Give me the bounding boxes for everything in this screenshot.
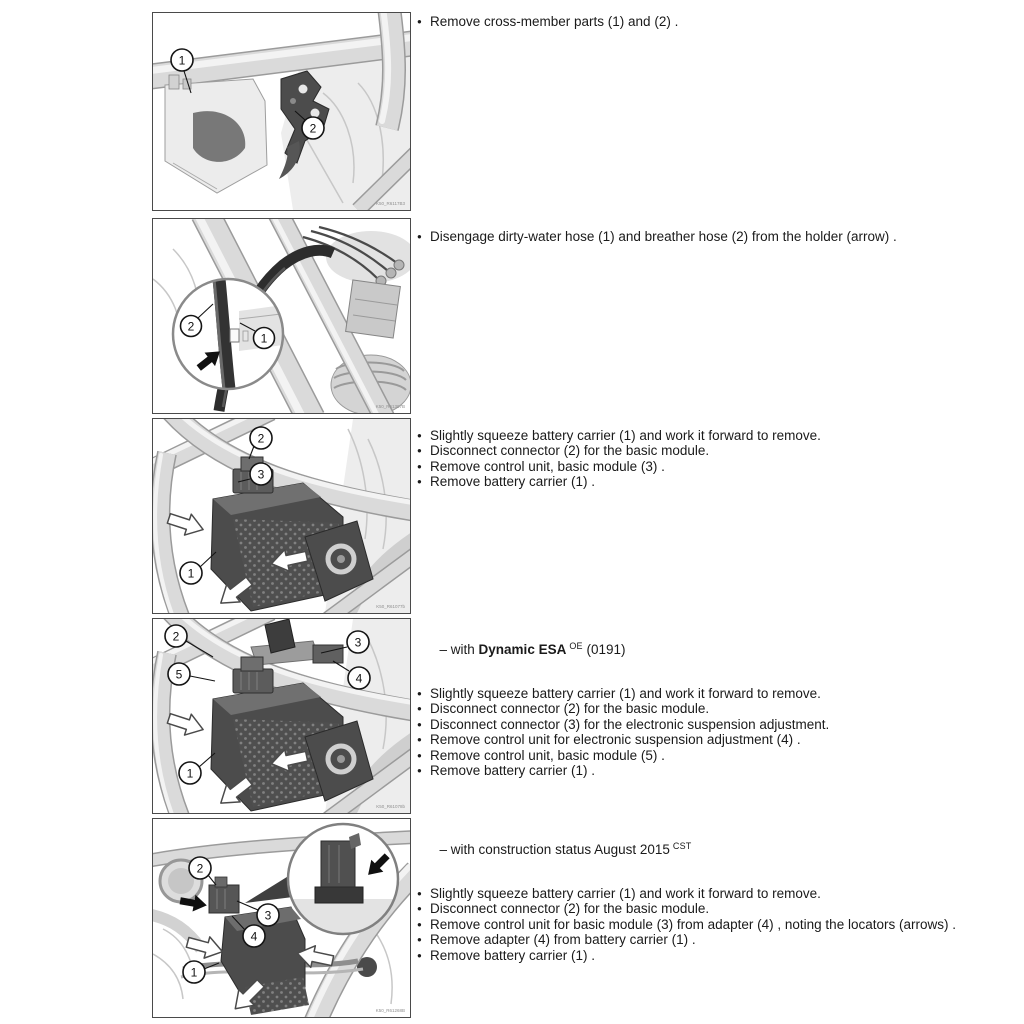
callout-1 <box>179 762 201 784</box>
bullet-icon: ● <box>417 950 422 960</box>
callout-1-number: 1 <box>190 965 198 980</box>
bullet-icon: ● <box>417 750 422 760</box>
heading-prefix: – with construction status August 2015 <box>439 842 670 857</box>
section-dynamic-esa-text <box>417 622 1013 778</box>
figure-battery-carrier-2015 <box>152 818 411 1018</box>
push-arrow-icon <box>165 708 206 740</box>
heading-suffix: (0191) <box>582 642 626 657</box>
instruction-bullet <box>417 748 1013 763</box>
figure-hoses <box>152 218 411 414</box>
instruction-bullet <box>417 428 1013 443</box>
figure-code: K50_R61078b <box>376 804 405 809</box>
cross-member-illustration <box>153 13 410 210</box>
callout-2-number: 2 <box>309 121 317 136</box>
figure-cross-member <box>152 12 411 211</box>
callout-2 <box>181 316 202 337</box>
callout-1-number: 1 <box>187 566 195 581</box>
callout-2 <box>189 857 211 879</box>
heading-superscript: OE <box>569 641 583 651</box>
instruction-text: Remove control unit for electronic suspension adjustment (4) . <box>430 732 801 748</box>
callout-2 <box>250 427 272 449</box>
instruction-bullet <box>417 932 1013 947</box>
callout-1-number: 1 <box>186 766 194 781</box>
bullet-icon: ● <box>417 477 422 487</box>
bullet-icon: ● <box>417 689 422 698</box>
bullet-icon: ● <box>417 17 422 26</box>
heading-superscript: CST <box>672 841 692 851</box>
callout-2-number: 2 <box>257 431 265 446</box>
figure-battery-carrier-esa <box>152 618 411 814</box>
callout-2-number: 2 <box>172 629 180 644</box>
instruction-text: Remove adapter (4) from battery carrier (1) . <box>430 932 696 948</box>
callout-5 <box>168 663 190 685</box>
variant-heading <box>417 622 1013 674</box>
bullet-icon: ● <box>417 935 422 945</box>
instruction-text: Disconnect connector (2) for the basic module. <box>430 701 710 717</box>
instruction-bullet <box>417 474 1013 489</box>
figure-code: K50_R61268B <box>375 1008 405 1013</box>
instruction-bullet <box>417 901 1013 916</box>
callout-2-number: 2 <box>187 319 195 334</box>
callout-4 <box>243 925 265 947</box>
section-battery-carrier-text <box>417 428 1013 490</box>
instruction-bullet <box>417 443 1013 458</box>
callout-1 <box>183 961 205 983</box>
instruction-text: Remove cross-member parts (1) and (2) . <box>430 14 679 29</box>
instruction-text: Disconnect connector (2) for the basic module. <box>430 901 710 917</box>
section-august-2015-text <box>417 822 1013 963</box>
battery-carrier-esa-illustration <box>153 619 410 813</box>
instruction-bullet <box>417 701 1013 716</box>
instruction-text: Remove battery carrier (1) . <box>430 474 596 490</box>
hoses-illustration <box>153 219 410 413</box>
callout-3 <box>257 904 279 926</box>
instruction-text: Slightly squeeze battery carrier (1) and work it forward to remove. <box>430 886 821 901</box>
instruction-bullet <box>417 948 1013 963</box>
figure-code: K50_R6117B3 <box>376 201 405 206</box>
callout-4-number: 4 <box>355 671 363 686</box>
instruction-bullet <box>417 717 1013 732</box>
instruction-text: Disconnect connector (2) for the basic module. <box>430 443 710 459</box>
cover-panel <box>165 75 267 193</box>
bullet-icon: ● <box>417 431 422 440</box>
bullet-icon: ● <box>417 704 422 714</box>
figure-code: K50_R61307B <box>375 404 405 409</box>
callout-2 <box>302 117 324 139</box>
callout-3 <box>250 463 272 485</box>
bullet-icon: ● <box>417 889 422 898</box>
bullet-icon: ● <box>417 766 422 776</box>
section-hoses-text <box>417 229 1013 244</box>
callout-1 <box>171 49 193 71</box>
callout-4 <box>348 667 370 689</box>
figure-battery-carrier <box>152 418 411 614</box>
instruction-text: Slightly squeeze battery carrier (1) and work it forward to remove. <box>430 428 821 443</box>
bullet-icon: ● <box>417 904 422 914</box>
instruction-bullet <box>417 886 1013 901</box>
bullet-icon: ● <box>417 232 422 241</box>
callout-1 <box>180 562 202 584</box>
push-arrow-icon <box>165 508 206 540</box>
bullet-icon: ● <box>417 719 422 729</box>
instruction-text: Remove control unit for basic module (3) from adapter (4) , noting the locators (arrows) . <box>430 916 956 932</box>
callout-3-number: 3 <box>264 908 272 923</box>
instruction-text: Slightly squeeze battery carrier (1) and work it forward to remove. <box>430 686 821 701</box>
callout-1 <box>254 328 275 349</box>
battery-carrier-2015-illustration <box>153 819 410 1017</box>
module-connector <box>241 657 263 671</box>
bullet-icon: ● <box>417 735 422 745</box>
callout-3 <box>347 631 369 653</box>
bullet-icon: ● <box>417 461 422 471</box>
callout-4-number: 4 <box>250 929 258 944</box>
callout-2 <box>165 625 187 647</box>
callout-1-number: 1 <box>260 331 268 346</box>
section-cross-member-text <box>417 14 1013 29</box>
instruction-text: Remove control unit, basic module (3) . <box>430 458 665 474</box>
instruction-text: Disengage dirty-water hose (1) and breather hose (2) from the holder (arrow) . <box>430 229 897 244</box>
callout-5-number: 5 <box>175 667 183 682</box>
instruction-text: Remove control unit, basic module (5) . <box>430 747 665 763</box>
instruction-bullet <box>417 763 1013 778</box>
heading-prefix: – with <box>439 642 479 657</box>
instruction-bullet <box>417 459 1013 474</box>
instruction-bullet <box>417 917 1013 932</box>
battery-carrier-illustration <box>153 419 410 613</box>
instruction-text: Disconnect connector (3) for the electronic suspension adjustment. <box>430 716 830 732</box>
instruction-bullet <box>417 229 1013 244</box>
esa-control-unit-bracket <box>251 619 343 665</box>
bullet-icon: ● <box>417 446 422 456</box>
callout-2-number: 2 <box>196 861 204 876</box>
instruction-text: Remove battery carrier (1) . <box>430 763 596 779</box>
instruction-bullet <box>417 14 1013 29</box>
heading-bold: Dynamic ESA <box>478 642 567 657</box>
variant-heading <box>417 822 1013 874</box>
figure-code: K50_R61077b <box>376 604 405 609</box>
instruction-bullet <box>417 686 1013 701</box>
bullet-icon: ● <box>417 919 422 929</box>
instruction-text: Remove battery carrier (1) . <box>430 947 596 963</box>
callout-3-number: 3 <box>354 635 362 650</box>
instruction-bullet <box>417 732 1013 747</box>
callout-1-number: 1 <box>178 53 186 68</box>
callout-3-number: 3 <box>257 467 265 482</box>
